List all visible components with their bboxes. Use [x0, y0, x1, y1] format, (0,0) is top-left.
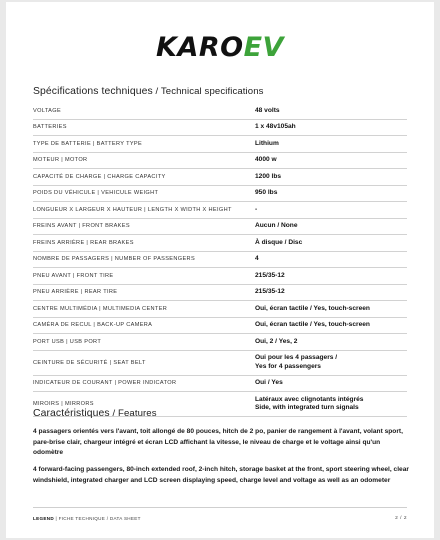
features-heading-en: Features: [117, 408, 157, 419]
spec-value: 1200 lbs: [255, 172, 282, 180]
spec-value: -: [255, 205, 258, 213]
features-fr-paragraph: 4 passagers orientés vers l'avant, toit allongé de 80 pouces, hitch de 2 po, panier de rangement à l'avant, volant sport, pare-brise clair, chargeur intégré et écran LCD affichant la vitesse, le niveau de charge et le voltage ainsi qu'un odomètre: [33, 428, 403, 457]
spec-row: [33, 219, 407, 236]
spec-row: [33, 235, 407, 252]
spec-value: 1 x 48v105ah: [255, 123, 296, 130]
specs-table: [33, 103, 407, 417]
footer-doc: | FICHE TECHNIQUE / DATA SHEET: [53, 516, 141, 521]
data-sheet-page: [6, 2, 434, 538]
spec-row: [33, 186, 407, 203]
spec-value: Oui, écran tactile / Yes, touch-screen: [255, 321, 370, 328]
spec-row: [33, 301, 407, 318]
spec-value: Oui / Yes: [255, 379, 283, 386]
logo-ev: EV: [243, 32, 284, 63]
spec-value: Lithium: [255, 139, 279, 147]
spec-row: [33, 120, 407, 137]
specs-heading: [33, 86, 264, 97]
logo-karo: KARO: [156, 32, 244, 63]
footer-page-number: 2 / 2: [395, 516, 407, 521]
features-heading: [33, 408, 157, 419]
spec-label: TYPE DE BATTERIE | BATTERY TYPE: [33, 140, 143, 147]
spec-row: [33, 252, 407, 269]
spec-row: [33, 285, 407, 302]
features-heading-sep: /: [109, 408, 118, 419]
spec-label: INDICATEUR DE COURANT | POWER INDICATOR: [33, 380, 177, 387]
spec-row: [33, 376, 407, 393]
spec-row: [33, 351, 407, 376]
spec-row: [33, 268, 407, 285]
spec-row: [33, 202, 407, 219]
spec-value: Aucun / None: [255, 222, 298, 229]
specs-heading-sep: /: [152, 86, 161, 97]
spec-label: PNEU AVANT | FRONT TIRE: [33, 272, 114, 279]
spec-label: MOTEUR | MOTOR: [33, 157, 88, 164]
spec-label: CAPACITÉ DE CHARGE | CHARGE CAPACITY: [33, 173, 166, 180]
karoev-logo: [6, 33, 434, 63]
spec-label: POIDS DU VÉHICULE | VEHICULE WEIGHT: [33, 190, 159, 197]
spec-row: [33, 103, 407, 120]
spec-value: À disque / Disc: [255, 238, 303, 246]
spec-label: FREINS ARRIÈRE | REAR BRAKES: [33, 239, 134, 246]
features-en-paragraph: 4 forward-facing passengers, 80-inch extended roof, 2-inch hitch, storage basket at the front, sport steering wheel, clear windshield, integrated charger and LCD screen displaying speed, charge level and voltage as well as an odometer: [33, 466, 409, 484]
specs-heading-fr: Spécifications techniques: [33, 86, 153, 97]
spec-label: MIROIRS | MIRRORS: [33, 401, 94, 407]
footer-divider: [33, 507, 407, 508]
spec-label: NOMBRE DE PASSAGERS | NUMBER OF PASSENGERS: [33, 256, 196, 263]
spec-label: LONGUEUR X LARGEUR X HAUTEUR | LENGTH X WIDTH X HEIGHT: [33, 206, 232, 213]
spec-value: Latéraux avec clignotants intégrés Side, with integrated turn signals: [255, 395, 364, 411]
spec-label: FREINS AVANT | FRONT BRAKES: [33, 223, 130, 230]
spec-row: [33, 334, 407, 351]
specs-heading-en: Technical specifications: [160, 86, 264, 97]
spec-label: VOLTAGE: [33, 107, 62, 114]
spec-label: PORT USB | USB PORT: [33, 338, 102, 345]
spec-value: 215/35-12: [255, 288, 285, 295]
spec-label: PNEU ARRIÈRE | REAR TIRE: [33, 289, 118, 296]
spec-value: 950 lbs: [255, 189, 278, 196]
spec-row: [33, 318, 407, 335]
spec-value: 4000 w: [255, 156, 277, 163]
spec-value: 48 volts: [255, 106, 280, 114]
spec-value: 4: [255, 255, 259, 262]
spec-row: [33, 153, 407, 170]
spec-label: CEINTURE DE SÉCURITÉ | SEAT BELT: [33, 359, 146, 366]
spec-value: 215/35-12: [255, 271, 285, 279]
spec-row: [33, 136, 407, 153]
spec-label: BATTERIES: [33, 124, 67, 131]
spec-label: CAMÉRA DE RECUL | BACK-UP CAMERA: [33, 322, 153, 329]
footer-doc-label: [33, 516, 141, 521]
spec-value: Oui, écran tactile / Yes, touch-screen: [255, 304, 370, 312]
footer-brand: LEGEND: [33, 516, 54, 521]
spec-value: Oui, 2 / Yes, 2: [255, 337, 298, 345]
features-heading-fr: Caractéristiques: [33, 408, 110, 419]
spec-row: [33, 169, 407, 186]
spec-value: Oui pour les 4 passagers / Yes for 4 passengers: [255, 354, 338, 370]
spec-label: CENTRE MULTIMÉDIA | MULTIMEDIA CENTER: [33, 305, 168, 312]
